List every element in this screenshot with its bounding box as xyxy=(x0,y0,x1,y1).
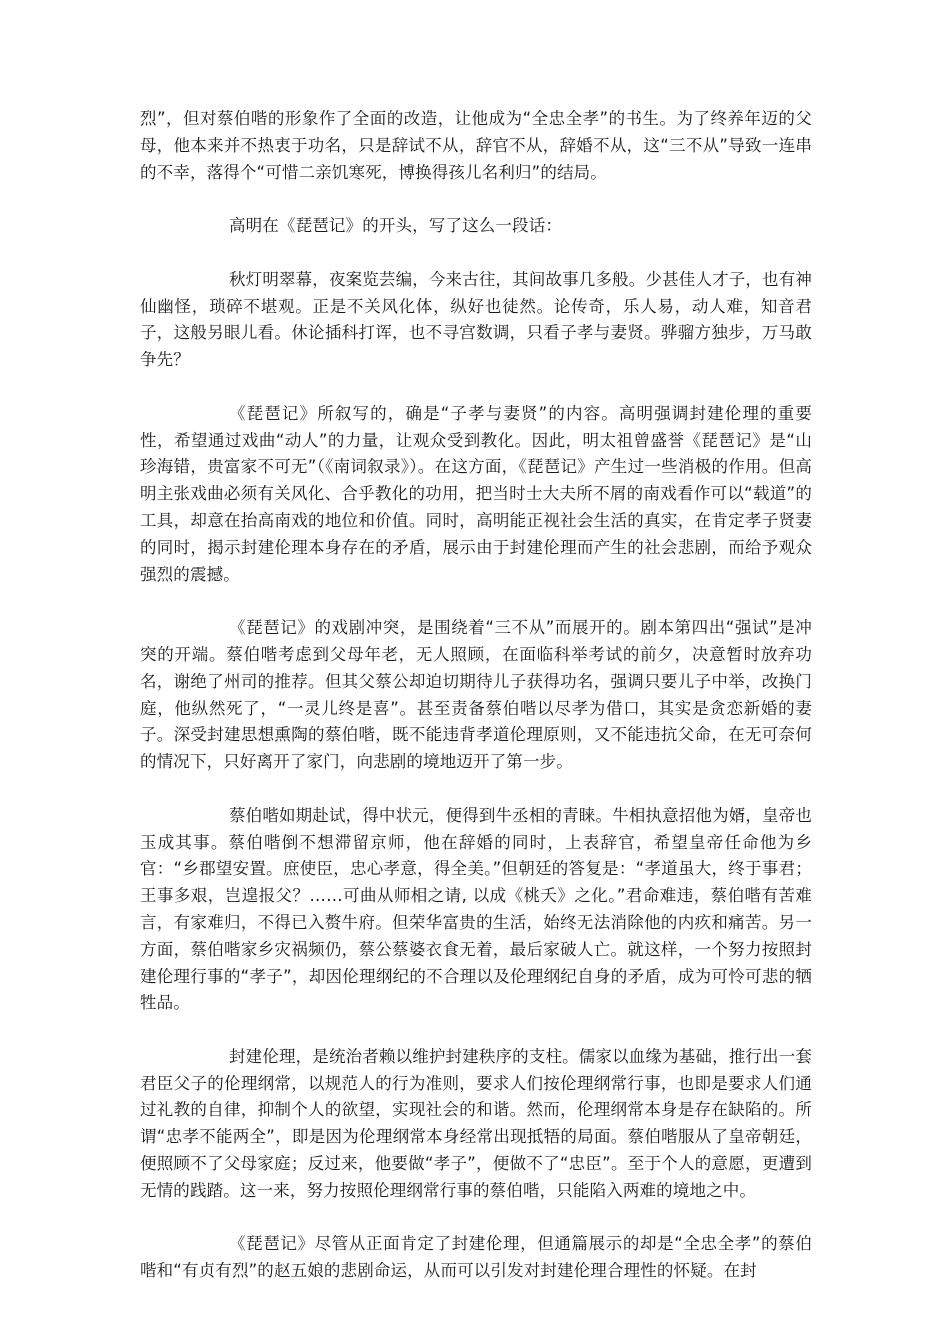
document-body xyxy=(140,106,812,1285)
paragraph: 烈”，但对蔡伯喈的形象作了全面的改造，让他成为“全忠全孝”的书生。为了终养年迈的父母，他本来并不热衷于功名，只是辞试不从，辞官不从，辞婚不从，这“三不从”导致一连串的不幸，落得个“可惜二亲饥寒死，博换得孩儿名利归”的结局。 xyxy=(140,109,812,182)
paragraph: 蔡伯喈如期赴试，得中状元，便得到牛丞相的青睐。牛相执意招他为婿，皇帝也玉成其事。蔡伯喈倒不想滞留京师，他在辞婚的同时，上表辞官，希望皇帝任命他为乡官：“乡郡望安置。庶使臣，忠心孝意，得全美。”但朝廷的答复是：“孝道虽大，终于事君；王事多艰，岂遑报父？……可曲从师相之请, 以成《桃夭》之化。”君命难违，蔡伯喈有苦难言，有家难归，不得已入赘牛府。但荣华富贵的生活，始终无法消除他的内疚和痛苦。另一方面，蔡伯喈家乡灾祸频仍，蔡公蔡婆衣食无着，最后家破人亡。就这样，一个努力按照封建伦理行事的“孝子”，却因伦理纲纪的不合理以及伦理纲纪自身的矛盾，成为可怜可悲的牺牲品。 xyxy=(140,805,812,1013)
quotation-paragraph: 秋灯明翠幕，夜案览芸编，今来古往，其间故事几多般。少甚佳人才子，也有神仙幽怪，琐碎不堪观。正是不关风化体，纵好也徒然。论传奇，乐人易，动人难，知音君子，这般另眼儿看。休论插科打诨，也不寻宫数调，只看子孝与妻贤。骅骝方独步，万马敢争先？ xyxy=(140,269,812,370)
paragraph: 《琵琶记》尽管从正面肯定了封建伦理，但通篇展示的却是“全忠全孝”的蔡伯喈和“有贞有烈”的赵五娘的悲剧命运，从而可以引发对封建伦理合理性的怀疑。在封 xyxy=(140,1234,812,1281)
paragraph: 《琵琶记》的戏剧冲突，是围绕着“三不从”而展开的。剧本第四出“强试”是冲突的开端。蔡伯喈考虑到父母年老，无人照顾，在面临科举考试的前夕，决意暂时放弃功名，谢绝了州司的推荐。但其父蔡公却迫切期待儿子获得功名，强调只要儿子中举，改换门庭，他纵然死了，“一灵儿终是喜”。甚至责备蔡伯喈以尽孝为借口，其实是贪恋新婚的妻子。深受封建思想熏陶的蔡伯喈，既不能违背孝道伦理原则，又不能违抗父命，在无可奈何的情况下，只好离开了家门，向悲剧的境地迈开了第一步。 xyxy=(140,618,812,772)
paragraph: 封建伦理，是统治者赖以维护封建秩序的支柱。儒家以血缘为基础，推行出一套君臣父子的伦理纲常，以规范人的行为准则，要求人们按伦理纲常行事，也即是要求人们通过礼教的自律，抑制个人的欲望，实现社会的和谐。然而，伦理纲常本身是存在缺陷的。所谓“忠孝不能两全”，即是因为伦理纲常本身经常出现抵牾的局面。蔡伯喈服从了皇帝朝廷，便照顾不了父母家庭；反过来，他要做“孝子”，便做不了“忠臣”。至于个人的意愿，更遭到无情的践踏。这一来，努力按照伦理纲常行事的蔡伯喈，只能陷入两难的境地之中。 xyxy=(140,1046,812,1200)
paragraph: 《琵琶记》所叙写的，确是“子孝与妻贤”的内容。高明强调封建伦理的重要性，希望通过戏曲“动人”的力量，让观众受到教化。因此，明太祖曾盛誉《琵琶记》是“山珍海错，贵富家不可无”（《南词叙录》）。在这方面，《琵琶记》产生过一些消极的作用。但高明主张戏曲必须有关风化、合乎教化的功用，把当时士大夫所不屑的南戏看作可以“载道”的工具，却意在抬高南戏的地位和价值。同时，高明能正视社会生活的真实，在肯定孝子贤妻的同时，揭示封建伦理本身存在的矛盾，展示由于封建伦理而产生的社会悲剧，而给予观众强烈的震撼。 xyxy=(140,403,812,584)
paragraph: 高明在《琵琶记》的开头，写了这么一段话： xyxy=(229,216,562,236)
